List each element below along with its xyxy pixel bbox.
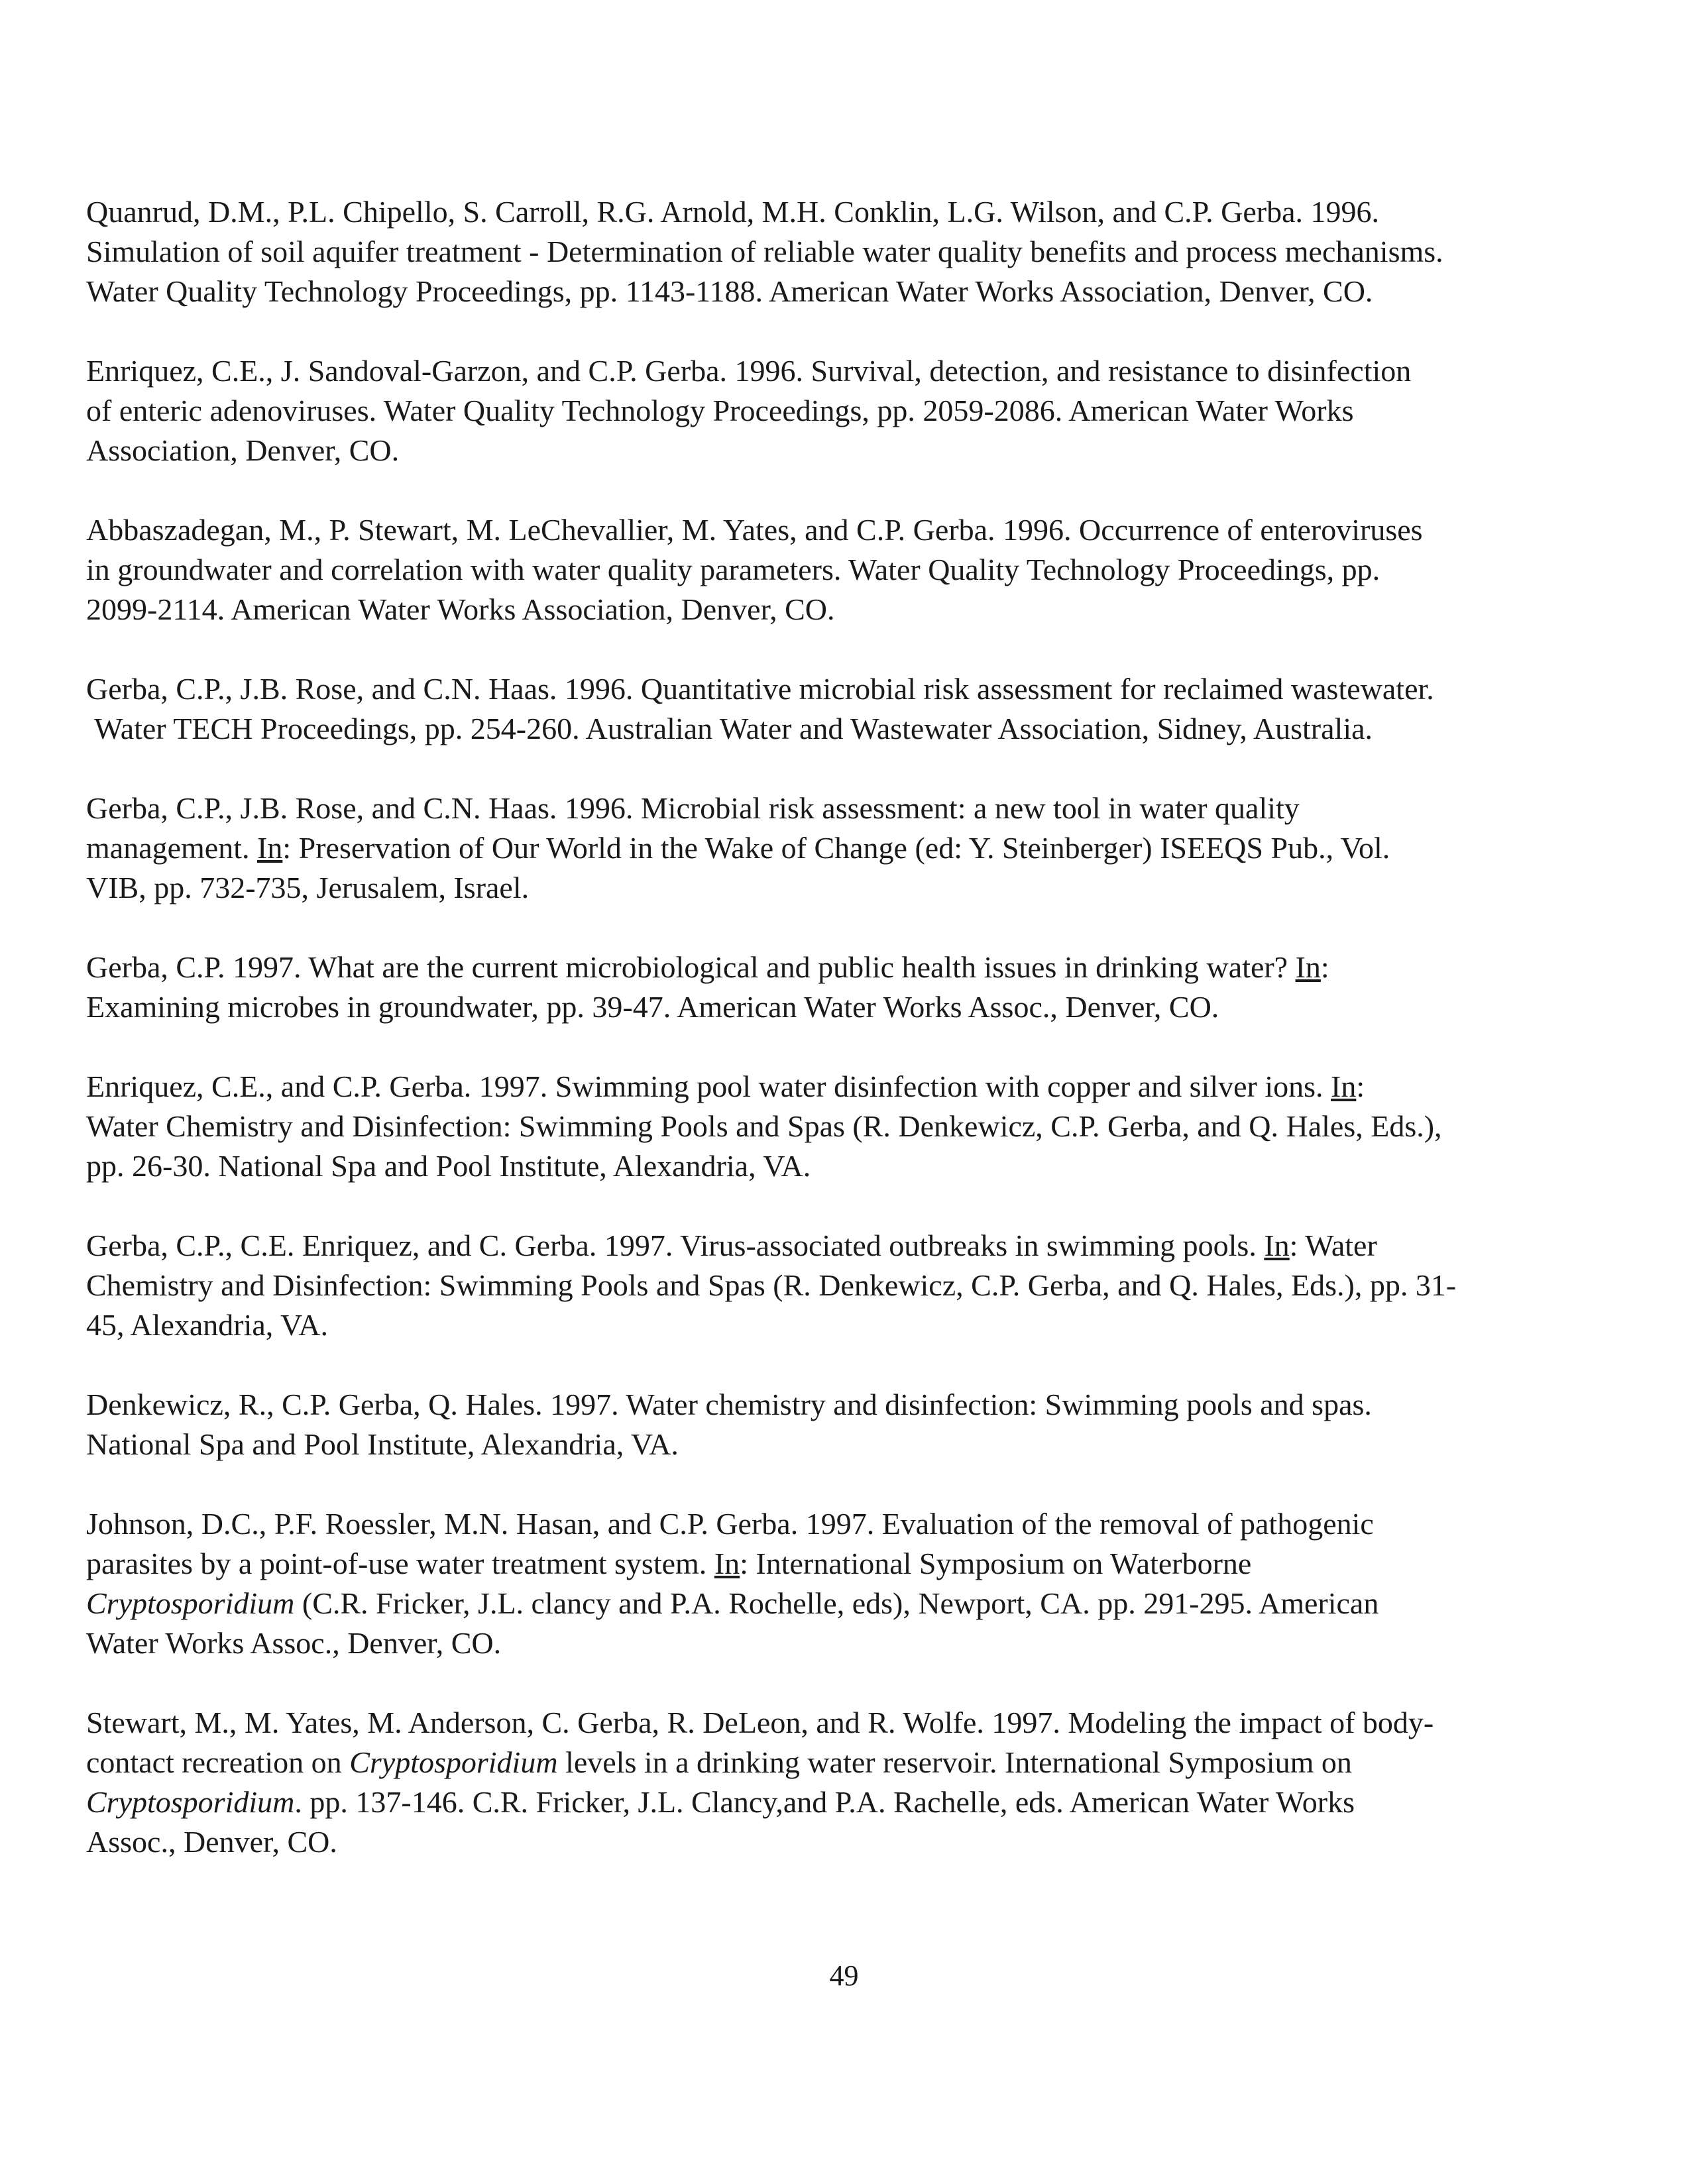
text-run: Association, Denver, CO. [86,433,400,467]
underlined-text: In [257,831,283,865]
text-run: management. [86,831,258,865]
text-run: of enteric adenoviruses. Water Quality Technology Proceedings, pp. 2059-2086. American Water Works [86,394,1354,427]
text-run: Enriquez, C.E., and C.P. Gerba. 1997. Swimming pool water disinfection with copper and silver ions. [86,1069,1331,1103]
reference-line [86,1425,1584,1464]
text-run: Examining microbes in groundwater, pp. 39-47. American Water Works Assoc., Denver, CO. [86,990,1219,1024]
reference-line [86,550,1584,590]
text-run: : International Symposium on Waterborne [740,1547,1252,1580]
reference-line [86,1544,1584,1584]
italic-text: Cryptosporidium [86,1785,295,1819]
italic-text: Cryptosporidium [349,1745,558,1779]
text-run: parasites by a point-of-use water treatment system. [86,1547,714,1580]
reference-line [86,1623,1584,1663]
reference-entry [86,1067,1584,1186]
text-run: Gerba, C.P. 1997. What are the current microbiological and public health issues in drinking water? [86,950,1296,984]
reference-entry [86,1385,1584,1464]
text-run: : Preservation of Our World in the Wake of Change (ed: Y. Steinberger) ISEEQS Pub., Vol. [282,831,1390,865]
reference-line [86,1743,1584,1782]
reference-entry [86,1703,1584,1862]
reference-line [86,868,1584,908]
reference-line [86,192,1584,232]
reference-entry [86,1226,1584,1345]
text-run: : Water [1289,1228,1377,1262]
text-run: 45, Alexandria, VA. [86,1308,328,1342]
reference-line [86,1226,1584,1266]
text-run: in groundwater and correlation with water quality parameters. Water Quality Technology Proceedings, pp. [86,553,1380,586]
reference-line [86,351,1584,391]
underlined-text: In [1295,950,1321,984]
reference-line [86,828,1584,868]
reference-entry [86,948,1584,1027]
reference-line [86,948,1584,987]
reference-line [86,1067,1584,1107]
reference-entry [86,192,1584,311]
text-run: Gerba, C.P., C.E. Enriquez, and C. Gerba. 1997. Virus-associated outbreaks in swimming pools. [86,1228,1265,1262]
reference-entry [86,510,1584,629]
italic-text: Cryptosporidium [86,1586,295,1620]
reference-line [86,789,1584,828]
reference-line [86,987,1584,1027]
text-run: Water Chemistry and Disinfection: Swimming Pools and Spas (R. Denkewicz, C.P. Gerba, and Q. Hales, Eds.), [86,1109,1442,1143]
reference-line [86,1504,1584,1544]
text-run: Abbaszadegan, M., P. Stewart, M. LeChevallier, M. Yates, and C.P. Gerba. 1996. Occurrence of enteroviruses [86,513,1423,547]
text-run: Chemistry and Disinfection: Swimming Pools and Spas (R. Denkewicz, C.P. Gerba, and Q. Hales, Eds.), pp. 31- [86,1268,1457,1302]
underlined-text: In [1331,1069,1357,1103]
text-run: Denkewicz, R., C.P. Gerba, Q. Hales. 1997. Water chemistry and disinfection: Swimming pools and spas. [86,1388,1372,1421]
text-run: . pp. 137-146. C.R. Fricker, J.L. Clancy,and P.A. Rachelle, eds. American Water Works [294,1785,1355,1819]
underlined-text: In [1264,1228,1290,1262]
text-run: Quanrud, D.M., P.L. Chipello, S. Carroll, R.G. Arnold, M.H. Conklin, L.G. Wilson, and C.P. Gerba. 1996. [86,195,1380,229]
text-run: (C.R. Fricker, J.L. clancy and P.A. Rochelle, eds), Newport, CA. pp. 291-295. American [294,1586,1379,1620]
reference-list [86,192,1584,1902]
text-run: Johnson, D.C., P.F. Roessler, M.N. Hasan, and C.P. Gerba. 1997. Evaluation of the removal of pathogenic [86,1507,1374,1541]
reference-line [86,391,1584,431]
reference-line [86,1782,1584,1822]
reference-line [86,669,1584,709]
text-run: Simulation of soil aquifer treatment - Determination of reliable water quality benefits and process mechanisms. [86,235,1443,268]
text-run: : [1320,950,1329,984]
reference-line [86,1146,1584,1186]
text-run: Gerba, C.P., J.B. Rose, and C.N. Haas. 1996. Quantitative microbial risk assessment for reclaimed wastewater. [86,672,1434,706]
reference-line [86,1305,1584,1345]
text-run: levels in a drinking water reservoir. International Symposium on [557,1745,1352,1779]
reference-line [86,709,1584,749]
text-run: 2099-2114. American Water Works Association, Denver, CO. [86,592,835,626]
text-run: National Spa and Pool Institute, Alexandria, VA. [86,1427,679,1461]
reference-line [86,1266,1584,1305]
reference-entry [86,1504,1584,1663]
text-run: Assoc., Denver, CO. [86,1825,337,1859]
text-run: Gerba, C.P., J.B. Rose, and C.N. Haas. 1996. Microbial risk assessment: a new tool in water quality [86,791,1300,825]
reference-line [86,1385,1584,1425]
reference-line [86,1584,1584,1623]
reference-line [86,1107,1584,1146]
text-run: Enriquez, C.E., J. Sandoval-Garzon, and C.P. Gerba. 1996. Survival, detection, and resistance to disinfection [86,354,1412,388]
text-run: Water Quality Technology Proceedings, pp. 1143-1188. American Water Works Association, Denver, CO. [86,274,1373,308]
text-run: contact recreation on [86,1745,350,1779]
reference-entry [86,351,1584,470]
text-run: Water TECH Proceedings, pp. 254-260. Australian Water and Wastewater Association, Sidney, Australia. [94,712,1373,745]
page-number: 49 [829,1959,859,1992]
text-run: Stewart, M., M. Yates, M. Anderson, C. Gerba, R. DeLeon, and R. Wolfe. 1997. Modeling the impact of body- [86,1706,1434,1739]
reference-line [86,431,1584,470]
text-run: Water Works Assoc., Denver, CO. [86,1626,502,1660]
underlined-text: In [714,1547,740,1580]
reference-line [86,232,1584,272]
reference-line [86,1703,1584,1743]
reference-line [86,590,1584,629]
reference-line [86,272,1584,311]
text-run: : [1356,1069,1365,1103]
reference-line [86,510,1584,550]
text-run: pp. 26-30. National Spa and Pool Institute, Alexandria, VA. [86,1149,811,1183]
text-run: VIB, pp. 732-735, Jerusalem, Israel. [86,871,530,904]
reference-entry [86,669,1584,749]
reference-line [86,1822,1584,1862]
reference-entry [86,789,1584,908]
